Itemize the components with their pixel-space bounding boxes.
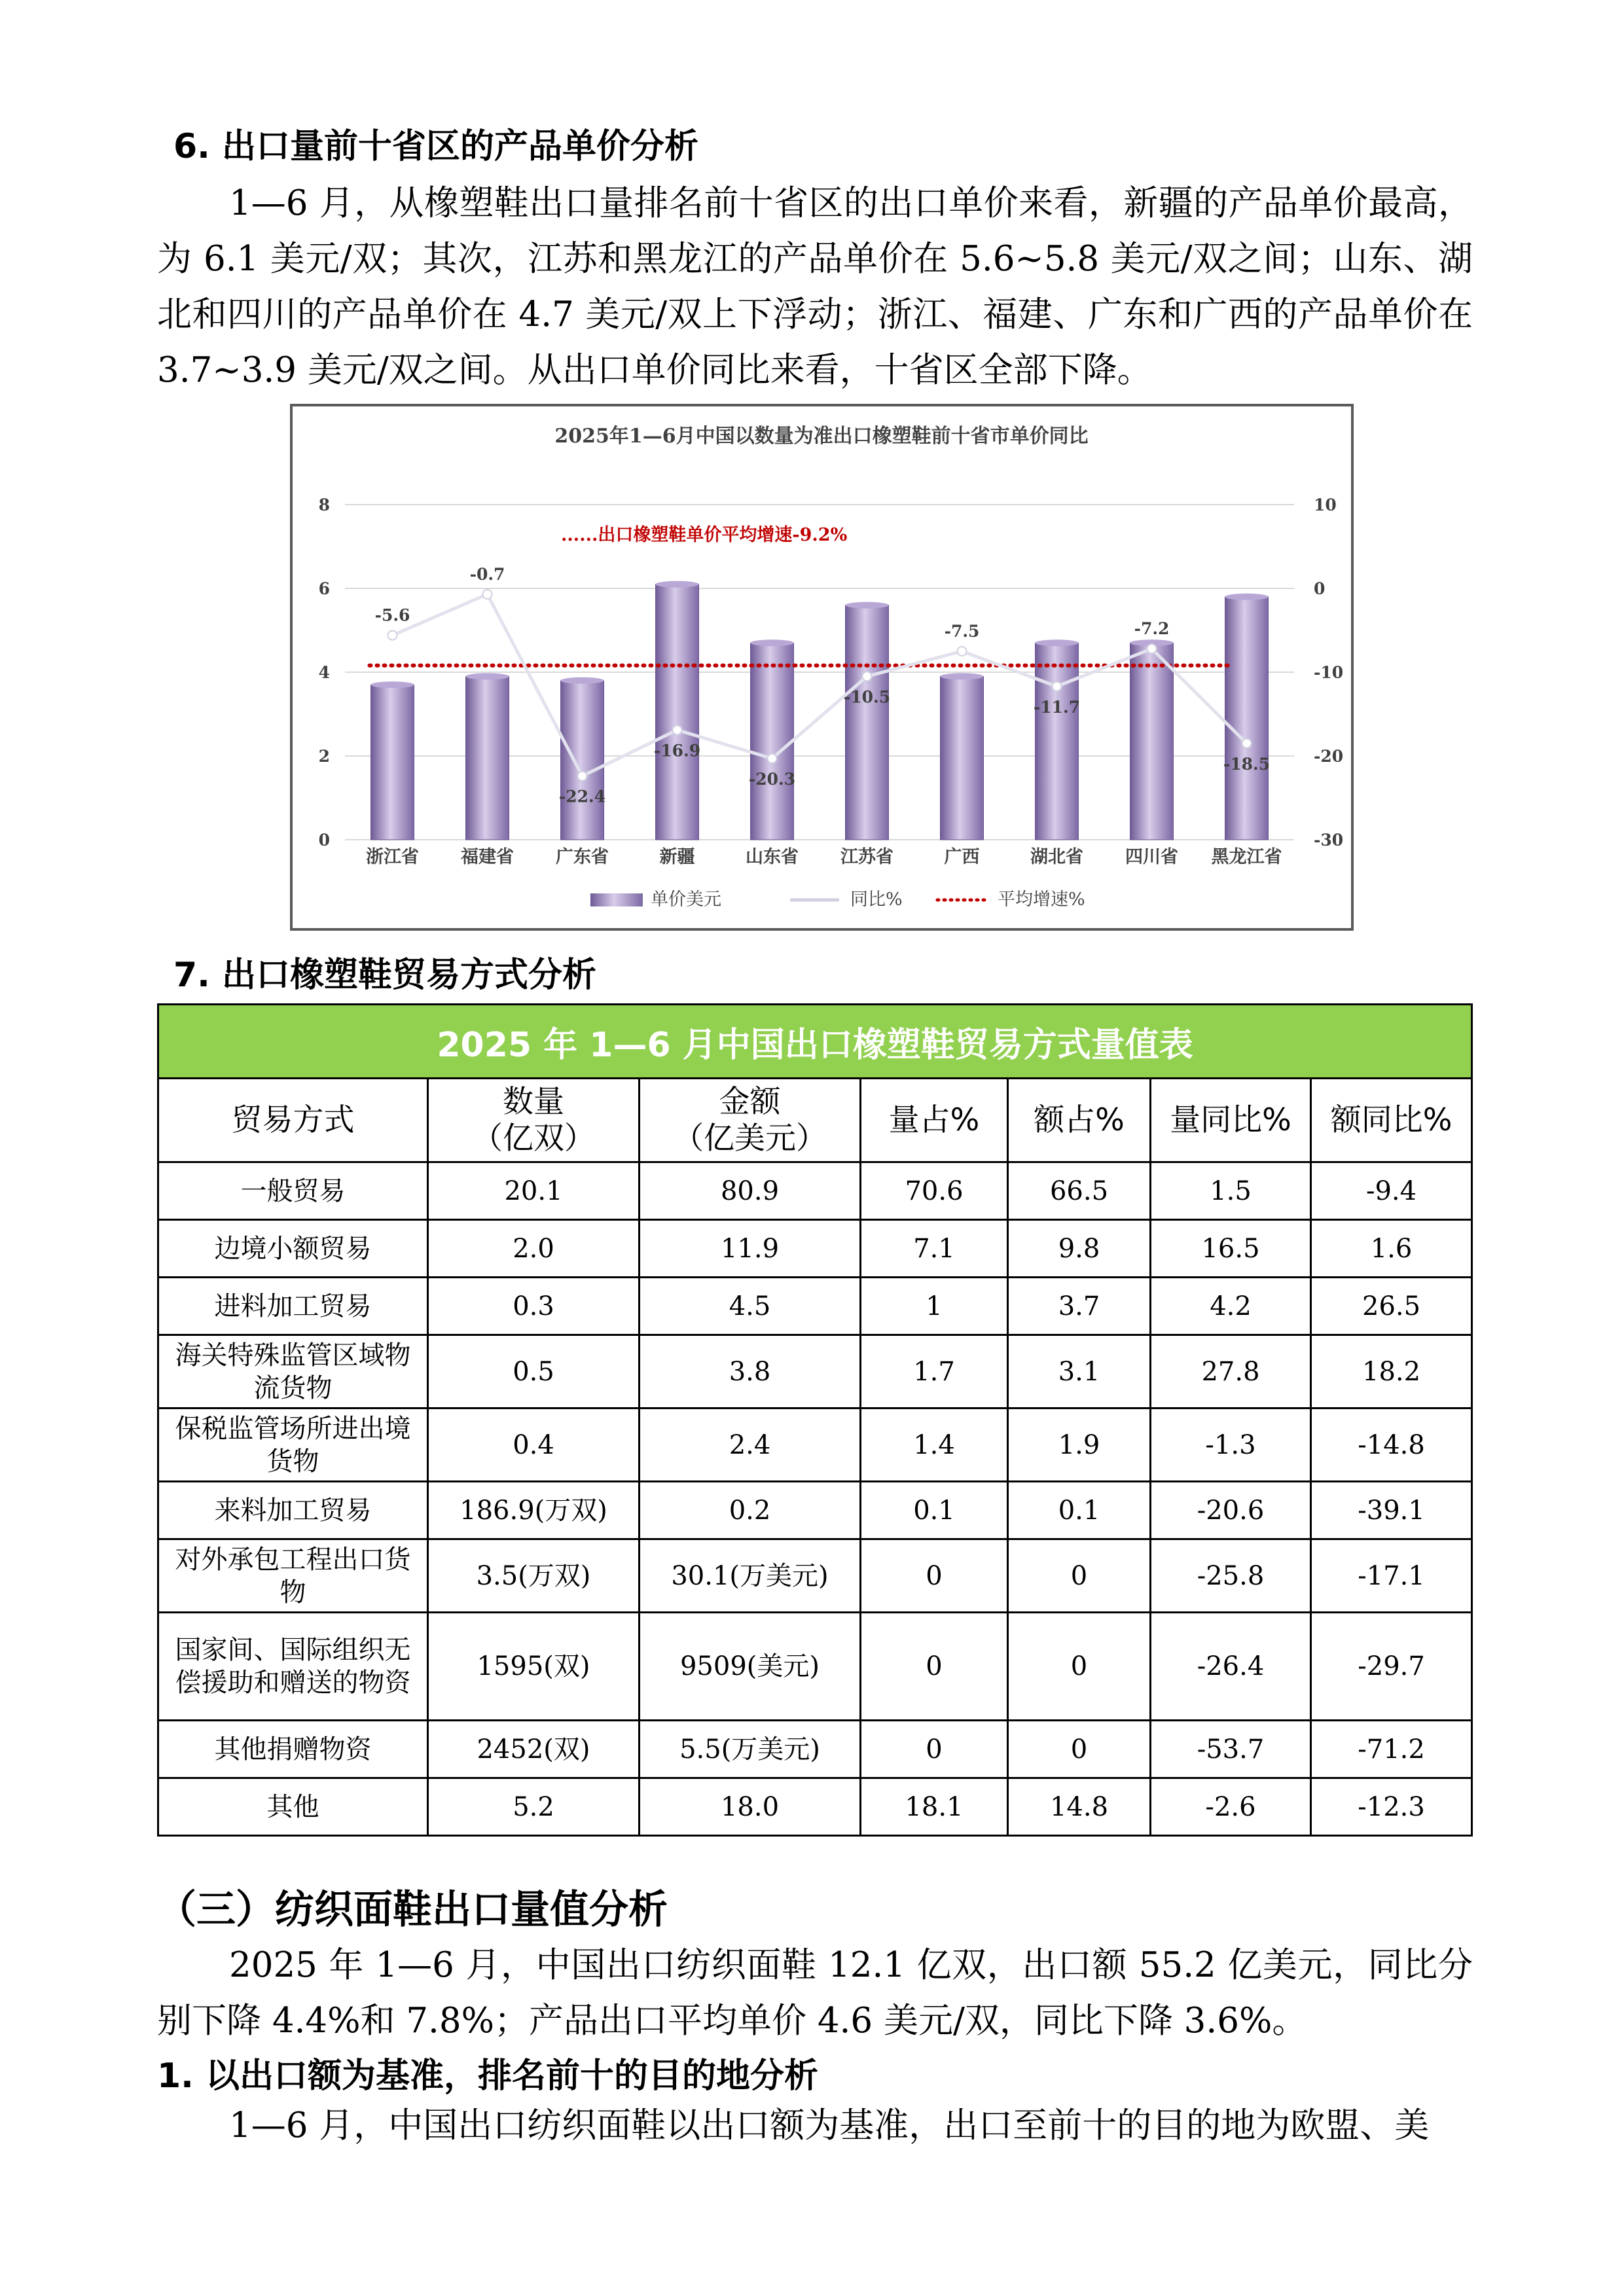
table-row (158, 1778, 1472, 1836)
value-cell: -29.7 (1311, 1613, 1472, 1721)
column-header (861, 1079, 1008, 1162)
yoy-point (958, 647, 967, 656)
value-cell: 0 (861, 1539, 1008, 1613)
table-row (158, 1408, 1472, 1482)
data-label: -22.4 (558, 787, 606, 806)
value-cell: 18.2 (1311, 1335, 1472, 1408)
yoy-line (393, 594, 1247, 776)
value-cell: 7.1 (861, 1220, 1008, 1278)
column-header-label: 额同比% (1330, 1102, 1453, 1138)
trade-method-cell: 其他捐赠物资 (158, 1721, 428, 1778)
value-cell: 1.9 (1008, 1408, 1151, 1482)
chart-legend (590, 889, 1085, 910)
data-label: -18.5 (1223, 754, 1271, 774)
value-cell: 0.2 (640, 1482, 861, 1539)
data-label: -11.7 (1033, 697, 1081, 717)
value-cell: -71.2 (1311, 1721, 1472, 1778)
bar (1130, 643, 1174, 840)
table-title: 2025 年 1—6 月中国出口橡塑鞋贸易方式量值表 (158, 1005, 1472, 1079)
yoy-point (673, 725, 682, 734)
value-cell: 0.4 (428, 1408, 640, 1482)
value-cell: 1595(双) (428, 1613, 640, 1721)
bar (843, 605, 891, 840)
value-cell: 27.8 (1151, 1335, 1311, 1408)
right-axis-tick-label: -30 (1314, 831, 1344, 850)
column-header (1008, 1079, 1151, 1162)
value-cell: 186.9(万双) (428, 1482, 640, 1539)
average-annotation: ......出口橡塑鞋单价平均增速-9.2% (561, 525, 848, 545)
table-row (158, 1162, 1472, 1220)
price-yoy-chart (290, 404, 1354, 931)
left-axis-tick-label: 8 (318, 495, 330, 514)
column-header (1151, 1079, 1311, 1162)
table-row (158, 1335, 1472, 1408)
yoy-point (1147, 644, 1157, 653)
value-cell: 14.8 (1008, 1778, 1151, 1836)
bar (1225, 597, 1269, 840)
value-cell: 9509(美元) (640, 1613, 861, 1721)
trade-method-cell: 边境小额贸易 (158, 1220, 428, 1278)
bar-top (466, 673, 509, 679)
value-cell: 26.5 (1311, 1278, 1472, 1335)
value-cell: 11.9 (640, 1220, 861, 1278)
category-label: 福建省 (461, 847, 514, 867)
bar-top (1225, 594, 1269, 600)
left-axis-tick-label: 0 (318, 831, 330, 850)
trade-method-cell: 国家间、国际组织无偿援助和赠送的物资 (158, 1613, 428, 1721)
column-header (1311, 1079, 1472, 1162)
legend-label: 单价美元 (651, 889, 721, 910)
value-cell: -14.8 (1311, 1408, 1472, 1482)
section-6-heading: 6. 出口量前十省区的产品单价分析 (173, 127, 699, 166)
section-3-heading: （三）纺织面鞋出口量值分析 (157, 1887, 668, 1933)
data-label: -20.3 (748, 769, 796, 789)
column-header (158, 1079, 428, 1162)
table-row (158, 1220, 1472, 1278)
value-cell: -17.1 (1311, 1539, 1472, 1613)
legend-label: 同比% (850, 889, 903, 910)
value-cell: 3.5(万双) (428, 1539, 640, 1613)
bar (653, 584, 701, 840)
column-header-label: 额占% (1034, 1102, 1125, 1138)
right-axis-tick-label: 10 (1314, 495, 1337, 514)
table-row (158, 1278, 1472, 1335)
column-header (428, 1079, 640, 1162)
value-cell: -25.8 (1151, 1539, 1311, 1613)
category-label: 广西 (944, 847, 980, 867)
value-cell: 0.3 (428, 1278, 640, 1335)
chart-canvas (293, 406, 1351, 928)
value-cell: 0.1 (1008, 1482, 1151, 1539)
value-cell: 66.5 (1008, 1162, 1151, 1220)
trade-method-cell: 对外承包工程出口货物 (158, 1539, 428, 1613)
legend-swatch-bar (590, 893, 643, 906)
value-cell: -9.4 (1311, 1162, 1472, 1220)
yoy-point (388, 631, 397, 640)
section-3-sub-paragraph: 1—6 月，中国出口纺织面鞋以出口额为基准，出口至前十的目的地为欧盟、美 (229, 2106, 1430, 2145)
table-body (158, 1162, 1472, 1836)
data-label: -16.9 (653, 741, 701, 761)
left-axis-tick-label: 6 (318, 579, 330, 598)
category-label: 湖北省 (1030, 847, 1083, 867)
yoy-point (578, 772, 587, 781)
value-cell: -39.1 (1311, 1482, 1472, 1539)
value-cell: 1.6 (1311, 1220, 1472, 1278)
column-header-unit: （亿双） (472, 1120, 595, 1157)
column-header-label: 量同比% (1170, 1102, 1291, 1138)
value-cell: 1.7 (861, 1335, 1008, 1408)
value-cell: 1.5 (1151, 1162, 1311, 1220)
chart-title: 2025年1—6月中国以数量为准出口橡塑鞋前十省市单价同比 (554, 425, 1089, 448)
value-cell: 70.6 (861, 1162, 1008, 1220)
trade-method-cell: 其他 (158, 1778, 428, 1836)
value-cell: 3.1 (1008, 1335, 1151, 1408)
value-cell: 0 (861, 1721, 1008, 1778)
value-cell: -20.6 (1151, 1482, 1311, 1539)
value-cell: 18.1 (861, 1778, 1008, 1836)
value-cell: 18.0 (640, 1778, 861, 1836)
value-cell: 1.4 (861, 1408, 1008, 1482)
value-cell: 0 (861, 1613, 1008, 1721)
value-cell: -12.3 (1311, 1778, 1472, 1836)
column-header-label: 量占% (888, 1102, 980, 1138)
value-cell: 2.0 (428, 1220, 640, 1278)
value-cell: -2.6 (1151, 1778, 1311, 1836)
value-cell: 1 (861, 1278, 1008, 1335)
bar (748, 643, 796, 840)
right-axis-tick-label: -10 (1314, 663, 1344, 682)
yoy-point (1242, 739, 1252, 748)
table-row (158, 1539, 1472, 1613)
data-label: -7.2 (1134, 619, 1170, 639)
data-label: -10.5 (843, 687, 891, 707)
value-cell: 2452(双) (428, 1721, 640, 1778)
category-label: 广东省 (556, 847, 609, 867)
column-header-label: 数量 (503, 1083, 564, 1120)
section-6-paragraph: 1—6 月，从橡塑鞋出口量排名前十省区的出口单价来看，新疆的产品单价最高，为 6.1 美元/双；其次，江苏和黑龙江的产品单价在 5.6~5.8 美元/双之间；山东、湖北和四川的产品单价在 4.7 美元/双上下浮动；浙江、福建、广东和广西的产品单价在 3.7~3.9 美元/双之间。从出口单价同比来看，十省区全部下降。 (157, 183, 1473, 390)
data-label: -5.6 (374, 605, 410, 625)
value-cell: 0 (1008, 1539, 1151, 1613)
section-7-heading: 7. 出口橡塑鞋贸易方式分析 (173, 956, 597, 995)
yoy-point (863, 672, 872, 681)
table-row (158, 1482, 1472, 1539)
trade-method-cell: 一般贸易 (158, 1162, 428, 1220)
value-cell: 0.5 (428, 1335, 640, 1408)
category-label: 四川省 (1125, 847, 1178, 867)
value-cell: -1.3 (1151, 1408, 1311, 1482)
table-row (158, 1613, 1472, 1721)
bar-top (751, 639, 794, 646)
right-axis-tick-label: 0 (1314, 579, 1326, 598)
value-cell: 20.1 (428, 1162, 640, 1220)
trade-method-cell: 进料加工贸易 (158, 1278, 428, 1335)
value-cell: 2.4 (640, 1408, 861, 1482)
bar (558, 681, 606, 840)
legend-label: 平均增速% (998, 889, 1085, 910)
value-cell: 30.1(万美元) (640, 1539, 861, 1613)
bar-top (561, 677, 604, 684)
trade-method-cell: 来料加工贸易 (158, 1482, 428, 1539)
table-row (158, 1721, 1472, 1778)
value-cell: 5.2 (428, 1778, 640, 1836)
column-header-label: 金额 (719, 1083, 781, 1120)
column-header (640, 1079, 861, 1162)
value-cell: 5.5(万美元) (640, 1721, 861, 1778)
column-header-unit: （亿美元） (673, 1120, 827, 1157)
bar-top (371, 681, 414, 688)
bar-top (1036, 639, 1079, 646)
data-label: -0.7 (469, 564, 505, 584)
bar-top (656, 581, 699, 588)
category-label: 山东省 (746, 847, 799, 867)
left-axis-tick-label: 2 (318, 747, 330, 766)
yoy-point (483, 590, 492, 599)
category-label: 浙江省 (366, 847, 419, 867)
value-cell: 9.8 (1008, 1220, 1151, 1278)
value-cell: 0.1 (861, 1482, 1008, 1539)
data-label: -7.5 (944, 622, 980, 641)
trade-method-cell: 海关特殊监管区域物流货物 (158, 1335, 428, 1408)
bar-top (941, 673, 984, 679)
left-axis-tick-label: 4 (318, 663, 330, 682)
value-cell: 3.8 (640, 1335, 861, 1408)
right-axis-tick-label: -20 (1314, 747, 1344, 766)
trade-method-cell: 保税监管场所进出境货物 (158, 1408, 428, 1482)
value-cell: 80.9 (640, 1162, 861, 1220)
value-cell: 16.5 (1151, 1220, 1311, 1278)
value-cell: -26.4 (1151, 1613, 1311, 1721)
bar (371, 685, 414, 840)
value-cell: 4.2 (1151, 1278, 1311, 1335)
section-3-sub-heading: 1. 以出口额为基准，排名前十的目的地分析 (157, 2056, 819, 2096)
category-label: 黑龙江省 (1211, 847, 1282, 867)
bar (466, 676, 509, 840)
table-header-row (158, 1079, 1472, 1162)
value-cell: 4.5 (640, 1278, 861, 1335)
value-cell: -53.7 (1151, 1721, 1311, 1778)
bar (1033, 643, 1081, 840)
category-label: 新疆 (659, 847, 695, 867)
yoy-point (1053, 682, 1062, 691)
section-3-paragraph: 2025 年 1—6 月，中国出口纺织面鞋 12.1 亿双，出口额 55.2 亿美元，同比分别下降 4.4%和 7.8%；产品出口平均单价 4.6 美元/双，同比下降 3.6%。 (157, 1945, 1473, 2041)
value-cell: 3.7 (1008, 1278, 1151, 1335)
trade-method-table (157, 1003, 1473, 1837)
value-cell: 0 (1008, 1613, 1151, 1721)
value-cell: 0 (1008, 1721, 1151, 1778)
yoy-point (768, 754, 777, 763)
column-header-label: 贸易方式 (231, 1102, 355, 1138)
category-label: 江苏省 (840, 847, 893, 867)
bar (941, 676, 984, 840)
bar-top (846, 602, 889, 609)
